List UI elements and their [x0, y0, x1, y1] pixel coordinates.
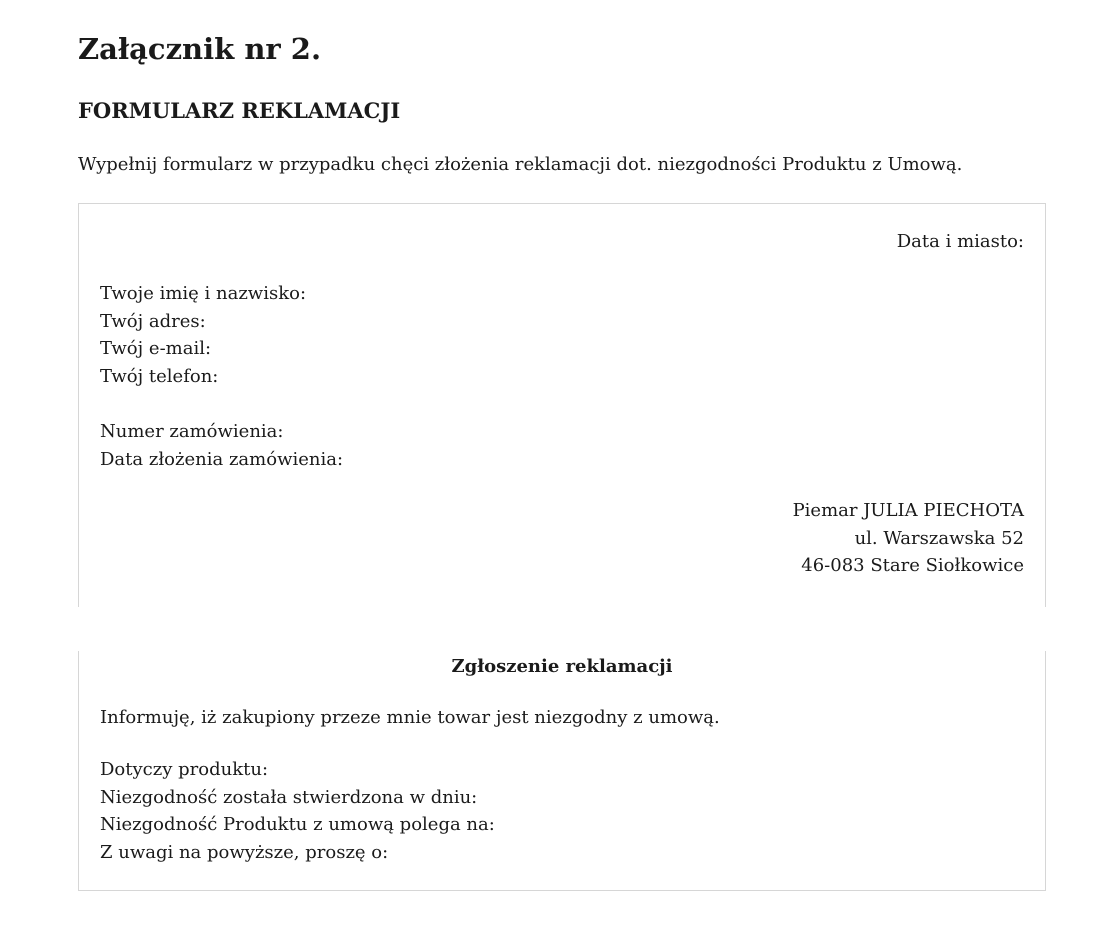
form-instructions: Wypełnij formularz w przypadku chęci złożenia reklamacji dot. niezgodności Produktu z Umową.: [78, 154, 963, 175]
order-date-label: Data złożenia zamówienia:: [100, 448, 344, 470]
complaint-statement: Informuję, iż zakupiony przeze mnie towar jest niezgodny z umową.: [100, 707, 720, 728]
document-title: Załącznik nr 2.: [78, 32, 322, 66]
name-label: Twoje imię i nazwisko:: [100, 283, 307, 304]
customer-details-box: [78, 203, 1046, 607]
form-title: FORMULARZ REKLAMACJI: [78, 98, 401, 123]
nonconformity-label: Niezgodność Produktu z umową polega na:: [100, 814, 495, 835]
email-label: Twój e-mail:: [100, 338, 212, 359]
seller-street: ul. Warszawska 52: [854, 527, 1024, 549]
complaint-heading: Zgłoszenie reklamacji: [451, 656, 673, 677]
seller-city: 46-083 Stare Siołkowice: [801, 555, 1024, 576]
request-label: Z uwagi na powyższe, proszę o:: [100, 841, 389, 863]
phone-label: Twój telefon:: [100, 365, 219, 387]
product-label: Dotyczy produktu:: [100, 759, 269, 780]
order-number-label: Numer zamówienia:: [100, 421, 284, 442]
complaint-box: [78, 651, 1046, 891]
address-label: Twój adres:: [100, 310, 206, 332]
found-date-label: Niezgodność została stwierdzona w dniu:: [100, 786, 478, 808]
seller-name: Piemar JULIA PIECHOTA: [792, 500, 1024, 521]
date-city-label: Data i miasto:: [896, 231, 1024, 252]
